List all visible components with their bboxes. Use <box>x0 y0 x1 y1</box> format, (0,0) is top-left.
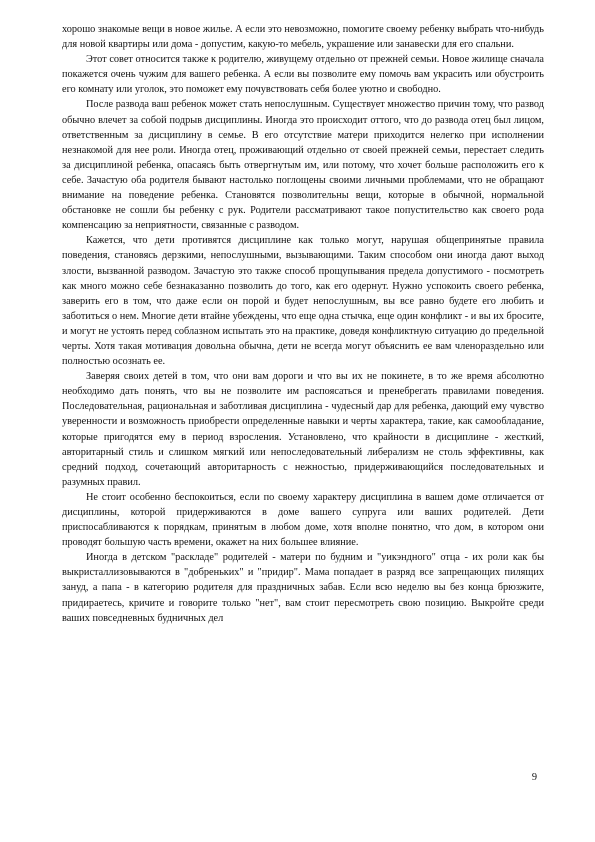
paragraph: Иногда в детском "раскладе" родителей - матери по будним и "уикэндного" отца - их роли как бы выкристаллизовываются в "добреньких" и "придир". Мама попадает в разряд все запрещающих пилящих зануд, а папа - в категорию родителя для праздничных забав. Если всю неделю вы без конца брюзжите, придираетесь, кричите и говорите только "нет", вам стоит пересмотреть свою позицию. Выкройте среди ваших повседневных будничных дел <box>62 552 544 624</box>
paragraph: хорошо знакомые вещи в новое жилье. А если это невозможно, помогите своему ребенку выбрать что-нибудь для новой квартиры или дома - допустим, какую-то мебель, украшение или занавески для его спальни. <box>62 24 544 51</box>
paragraph: Этот совет относится также к родителю, живущему отдельно от прежней семьи. Новое жилище сначала покажется очень чужим для вашего ребенка. А если вы позволите ему помочь вам украсить или обустроить его комнату или уголок, это поможет ему почувствовать себя более уютно и свободно. <box>62 54 544 96</box>
document-page <box>62 22 544 626</box>
paragraph: Кажется, что дети противятся дисциплине как только могут, нарушая общепринятые правила поведения, становясь дерзкими, непослушными, вызывающими. Таким способом они иногда дают выход злости, вызванной разводом. Зачастую это также способ прощупывания предела допустимого - посмотреть как много можно себе безнаказанно позволить до того, как его одернут. Нужно успокоить своего ребенка, заверить его в том, что даже если он порой и будет непослушным, вы все равно будете его любить и заботиться о нем. Многие дети втайне убеждены, что еще одна стычка, еще один конфликт - и вы их бросите, и могут не устоять перед соблазном испытать это на практике, доведя конфликтную ситуацию до предельной черты. Хотя такая мотивация довольна обычна, дети не всегда могут объяснить ее вам членораздельно или полностью осознать ее. <box>62 235 544 368</box>
paragraph: Заверяя своих детей в том, что они вам дороги и что вы их не покинете, в то же время абсолютно необходимо дать понять, что вы не позволите им распоясаться и пренебрегать правилами поведения. Последовательная, рациональная и заботливая дисциплина - чудесный дар для ребенка, дающий ему чувство уверенности и возможность приобрести определенные навыки и черты характера, такие, как самообладание, которые пригодятся ему в период взросления. Установлено, что крайности в дисциплине - жесткий, авторитарный стиль и слишком мягкий или непоследовательный либерализм не столь эффективны, как средний подход, сочетающий авторитарность с нежностью, придерживающийся последовательных и разумных правил. <box>62 371 544 488</box>
paragraph: После развода ваш ребенок может стать непослушным. Существует множество причин тому, что развод обычно влечет за собой подрыв дисциплины. Иногда это происходит оттого, что до развода отец был лицом, ответственным за дисциплину в семье. В его отсутствие матери приходится нелегко при исполнении незнакомой для нее роли. Иногда отец, проживающий отдельно от своей прежней семьи, перестает следить за дисциплиной ребенка, опасаясь быть отвергнутым им, или потому, что хочет больше расположить его к себе. Зачастую оба родителя бывают настолько поглощены своими личными проблемами, что не обращают внимание на поведение ребенка. Становятся позволительны вещи, которые в обычной, нормальной обстановке не сошли бы ребенку с рук. Родители рассматривают такое попустительство как своего рода компенсацию за неприятности, связанные с разводом. <box>62 99 544 232</box>
paragraph: Не стоит особенно беспокоиться, если по своему характеру дисциплина в вашем доме отличается от дисциплины, которой придерживаются в доме вашего супруга или ваших родителей. Дети приспосабливаются к порядкам, принятым в любом доме, хотя вполне понятно, что дом, в котором они проводят большую часть времени, окажет на них большее влияние. <box>62 491 544 549</box>
page-number: 9 <box>531 772 537 783</box>
